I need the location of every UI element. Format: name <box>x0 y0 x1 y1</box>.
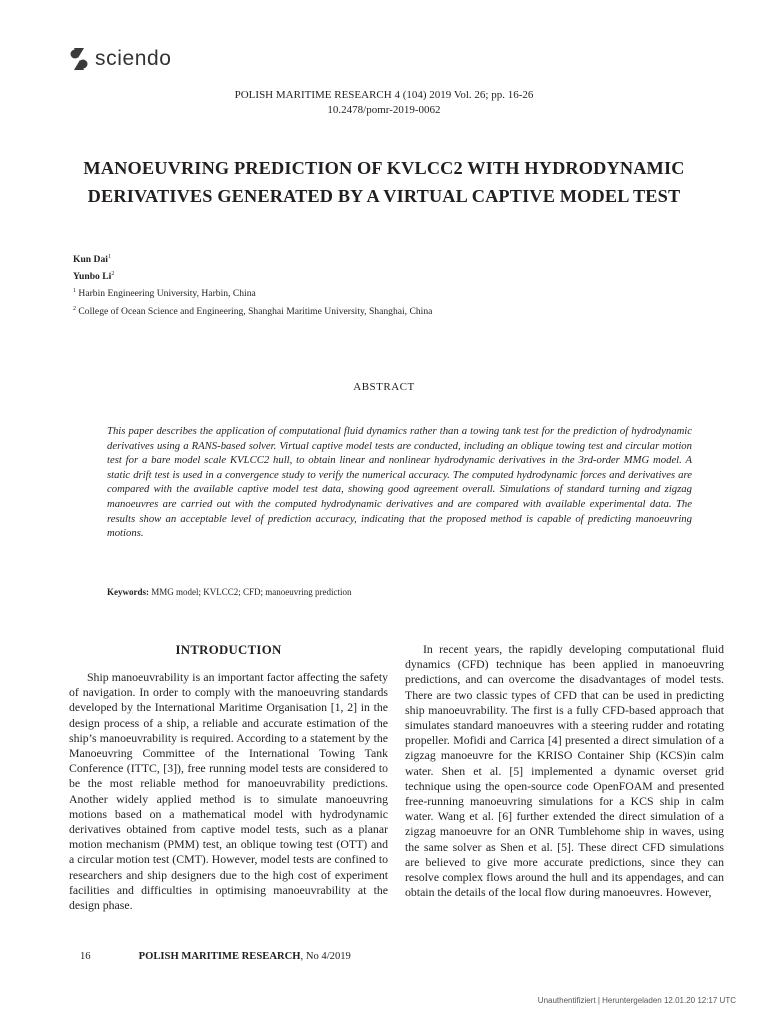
affiliation-2: $^2$ College of Ocean Science and Engineering, Shanghai Maritime University, Shanghai, China <box>73 305 433 317</box>
journal-citation <box>0 88 768 118</box>
footer-issue: , No 4/2019 <box>300 951 351 962</box>
publisher-name: sciendo <box>95 47 172 70</box>
section-heading-introduction: INTRODUCTION <box>175 643 282 657</box>
right-column <box>405 642 724 900</box>
page-footer <box>80 951 351 962</box>
author-2: Yunbo Li$^2$ <box>73 271 115 283</box>
paper-title: MANOEUVRING PREDICTION OF KVLCC2 WITH HYDRODYNAMIC DERIVATIVES GENERATED BY A VIRTUAL CAPTIVE MODEL TEST <box>83 158 685 206</box>
abstract-text: This paper describes the application of computational fluid dynamics rather than a towing tank test for the prediction of hydrodynamic derivatives using a RANS-based solver. Virtual captive model tests are conducted, including an oblique towing test and circular motion test for a bare model scale KVLCC2 hull, to obtain linear and nonlinear hydrodynamic derivatives in the 3rd-order MMG model. A static drift test is used in a convergence study to verify the numerical accuracy. The computed hydrodynamic forces and derivatives are compared with the available captive model test data, showing good agreement overall. Simulations of standard turning and zigzag manoeuvres are carried out with the computed hydrodynamic derivatives and are compared with available experimental data. The results show an acceptable level of prediction accuracy, indicating that the proposed method is capable of predicting manoeuvring motions. <box>107 425 692 540</box>
keywords <box>107 587 352 597</box>
keywords-label: Keywords: <box>107 587 149 597</box>
publisher-logo <box>68 46 172 72</box>
affiliation-1: $^1$ Harbin Engineering University, Harbin, China <box>73 288 256 300</box>
footer-journal: POLISH MARITIME RESEARCH <box>138 951 301 962</box>
intro-paragraph-1: Ship manoeuvrability is an important factor affecting the safety of navigation. In order to comply with the manoeuvring standards developed by the International Maritime Organisation [1, 2] in the design process of a ship, a reliable and accurate estimation of the ship’s manoeuvrability is required. According to a statement by the Manoeuvring Committee of the International Towing Tank Conference (ITTC, [3]), free running model tests are considered to be the most reliable method for manoeuvrability predictions. Another widely applied method is to simulate manoeuvring motions based on a mathematical model with hydrodynamic derivatives obtained from captive model tests, such as a planar motion mechanism (PMM) test, an oblique towing test (OTT) and a circular motion test (CMT). However, model tests are confined to researchers and ship designers due to the high cost of experiment facilities and difficulties in optimising manoeuvrability at the design phase. <box>69 670 388 913</box>
author-1: Kun Dai$^1$ <box>73 254 111 266</box>
author-block <box>73 250 432 319</box>
left-column <box>69 642 388 913</box>
download-watermark: Unauthentifiziert | Heruntergeladen 12.01.20 12:17 UTC <box>537 996 736 1005</box>
page-number: 16 <box>80 951 91 962</box>
doi: 10.2478/pomr-2019-0062 <box>327 104 441 116</box>
sciendo-s-logo-icon <box>68 46 90 72</box>
intro-paragraph-2: In recent years, the rapidly developing computational fluid dynamics (CFD) technique has been applied in manoeuvring predictions, and can overcome the disadvantages of model tests. There are two classic types of CFD that can be used in predicting ship manoeuvrability. The first is a fully CFD-based approach that simulates standard manoeuvres with a steering rudder and rotating propeller. Mofidi and Carrica [4] presented a direct simulation of a zigzag manoeuvre for the KRISO Container Ship (KCS)in calm water. Shen et al. [5] implemented a dynamic overset grid technique using the open-source code OpenFOAM and presented free-running manoeuvring simulations for a KCS ship in calm water. Wang et al. [6] further extended the direct simulation of a zigzag manoeuvre for an ONR Tumblehome ship in waves, using the same solver as Shen et al. [5]. These direct CFD simulations are believed to give more accurate predictions, since they can resolve complex flows around the hull and its appendages, and can obtain the details of the local flow during manoeuvres. However, <box>405 642 724 900</box>
keywords-list: MMG model; KVLCC2; CFD; manoeuvring prediction <box>151 587 352 597</box>
abstract-heading: ABSTRACT <box>353 381 415 393</box>
journal-issue-line: POLISH MARITIME RESEARCH 4 (104) 2019 Vol. 26; pp. 16-26 <box>234 89 534 101</box>
